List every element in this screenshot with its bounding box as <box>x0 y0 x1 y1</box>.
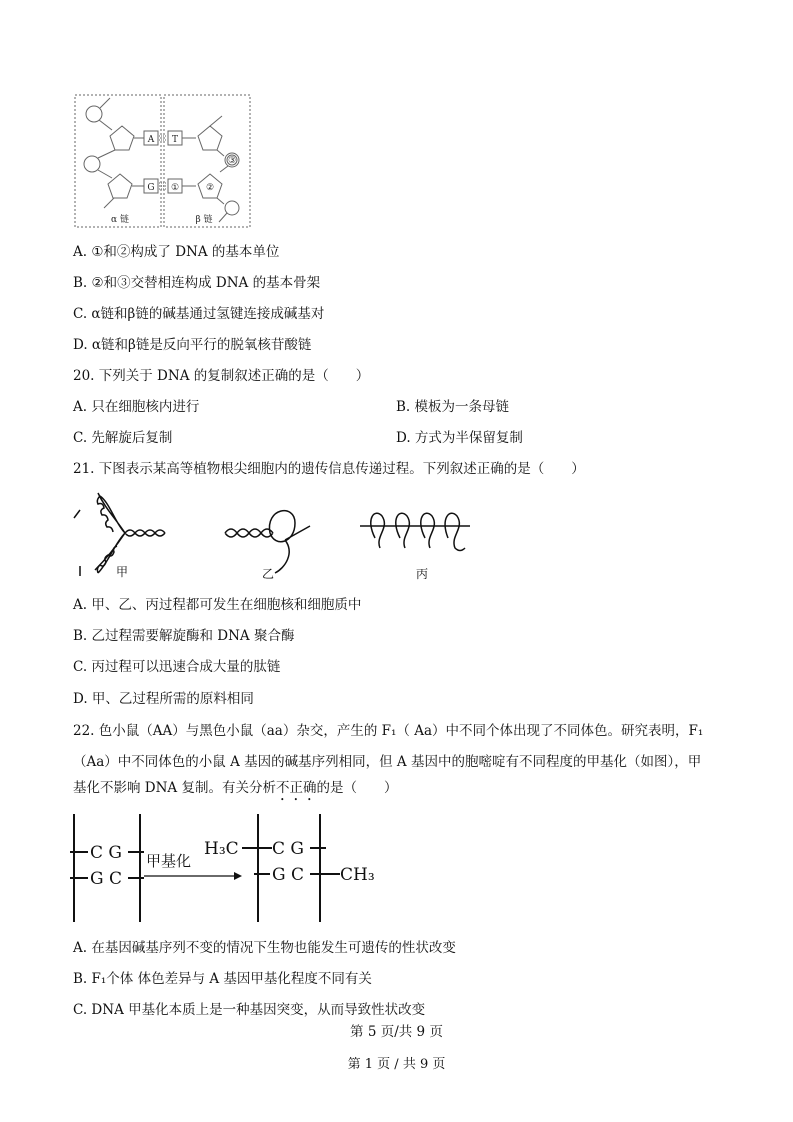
left-top-bases: C G <box>90 843 122 863</box>
q22-stem-line3 <box>73 779 397 804</box>
q20-option-a: A. 只在细胞核内进行 <box>73 399 200 415</box>
q21-option-d: D. 甲、乙过程所需的原料相同 <box>73 691 254 707</box>
label-1: ① <box>170 183 180 193</box>
q19-option-c: C. α链和β链的碱基通过氢键连接成碱基对 <box>73 306 325 322</box>
beta-chain-label: β 链 <box>195 215 213 225</box>
stem-text: 基化不影响 DNA 复制。有关分析 <box>73 780 276 796</box>
methylation-arrow-label: 甲基化 <box>146 852 192 870</box>
base-g-label: G <box>147 183 155 193</box>
label-2: ② <box>205 183 215 193</box>
genetic-information-processes-figure <box>70 488 480 583</box>
page-footer: 第 1 页 / 共 9 页 <box>347 1057 446 1072</box>
right-top-bases: C G <box>272 839 304 859</box>
stem-text: 的是（ ） <box>316 780 398 796</box>
left-bottom-bases: G C <box>90 869 122 889</box>
q19-option-a: A. ①和②构成了 DNA 的基本单位 <box>73 244 280 260</box>
q22-option-a: A. 在基因碱基序列不变的情况下生物也能发生可遗传的性状改变 <box>73 940 456 956</box>
q20-option-b: B. 模板为一条母链 <box>396 399 510 415</box>
q21-stem: 21. 下图表示某高等植物根尖细胞内的遗传信息传递过程。下列叙述正确的是（ ） <box>73 461 585 477</box>
base-t-label: T <box>171 135 179 145</box>
h3c-label: H₃C <box>204 839 239 859</box>
q20-option-d: D. 方式为半保留复制 <box>396 430 523 446</box>
q21-option-c: C. 丙过程可以迅速合成大量的肽链 <box>73 659 281 675</box>
q20-option-c: C. 先解旋后复制 <box>73 430 173 446</box>
dna-methylation-figure <box>70 812 390 924</box>
q22-option-c: C. DNA 甲基化本质上是一种基因突变，从而导致性状改变 <box>73 1002 426 1018</box>
ch3-label: CH₃ <box>340 865 375 885</box>
q22-stem-line2: （Aa）中不同体色的小鼠 A 基因的碱基序列相同，但 A 基因中的胞嘧啶有不同程度的甲基化（如图），甲 <box>73 754 702 770</box>
emphasized-text: 不正确 <box>275 780 317 796</box>
q19-option-b: B. ②和③交替相连构成 DNA 的基本骨架 <box>73 275 321 291</box>
q21-option-b: B. 乙过程需要解旋酶和 DNA 聚合酶 <box>73 628 295 644</box>
label-3: ③ <box>227 156 237 166</box>
q21-option-a: A. 甲、乙、丙过程都可发生在细胞核和细胞质中 <box>73 597 362 613</box>
base-a-label: A <box>147 135 155 145</box>
q22-stem-line1: 22. 色小鼠（AA）与黑色小鼠（aa）杂交，产生的 F₁（ Aa）中不同个体出现了不同体色。研究表明，F₁ <box>73 723 704 739</box>
alpha-chain-label: α 链 <box>111 215 129 225</box>
dna-structure-figure <box>74 94 254 228</box>
figure-label-jia: 甲 <box>115 565 129 579</box>
inner-page-number: 第 5 页/共 9 页 <box>350 1024 443 1040</box>
q22-option-b: B. F₁个体 体色差异与 A 基因甲基化程度不同有关 <box>73 971 372 987</box>
right-bottom-bases: G C <box>272 865 304 885</box>
figure-label-yi: 乙 <box>261 567 275 581</box>
q19-option-d: D. α链和β链是反向平行的脱氧核苷酸链 <box>73 337 312 353</box>
q20-stem: 20. 下列关于 DNA 的复制叙述正确的是（ ） <box>73 368 370 384</box>
figure-label-bing: 丙 <box>415 567 429 581</box>
